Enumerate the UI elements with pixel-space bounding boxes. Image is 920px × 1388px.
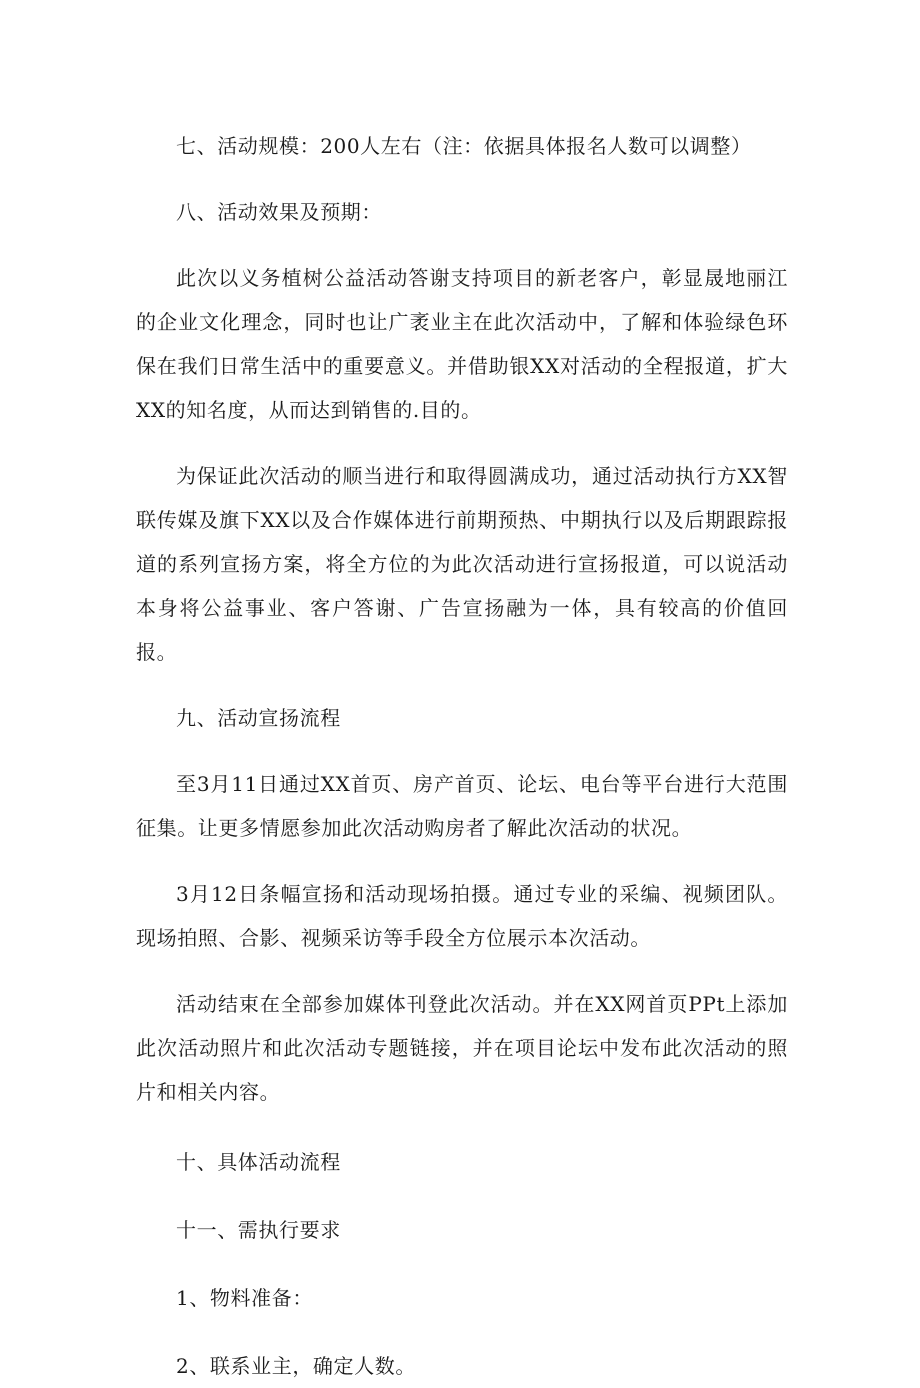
paragraph-publicity-plan: 为保证此次活动的顺当进行和取得圆满成功，通过活动执行方XX智联传媒及旗下XX以及合作媒体进行前期预热、中期执行以及后期跟踪报道的系列宣扬方案，将全方位的为此次活动进行宣扬报道，可以说活动本身将公益事业、客户答谢、广告宣扬融为一体，具有较高的价值回报。 [136,464,788,664]
heading-effects-expectations: 八、活动效果及预期： [176,200,382,224]
list-item-materials: 1、物料准备： [176,1286,313,1310]
paragraph-effects: 此次以义务植树公益活动答谢支持项目的新老客户，彰显晟地丽江的企业文化理念，同时也让广袤业主在此次活动中，了解和体验绿色环保在我们日常生活中的重要意义。并借助银XX对活动的全程报道，扩大XX的知名度，从而达到销售的.目的。 [136,266,788,422]
heading-activity-flow: 十、具体活动流程 [176,1150,341,1174]
paragraph-activity-scale: 七、活动规模：200人左右（注：依据具体报名人数可以调整） [176,134,752,158]
heading-publicity-process: 九、活动宣扬流程 [176,706,341,730]
paragraph-march-11: 至3月11日通过XX首页、房产首页、论坛、电台等平台进行大范围征集。让更多情愿参加此次活动购房者了解此次活动的状况。 [136,772,788,840]
list-item-contact-owners: 2、联系业主，确定人数。 [176,1354,416,1378]
paragraph-after-activity: 活动结束在全部参加媒体刊登此次活动。并在XX网首页PPt上添加此次活动照片和此次活动专题链接，并在项目论坛中发布此次活动的照片和相关内容。 [136,992,788,1104]
heading-execution-requirements: 十一、需执行要求 [176,1218,341,1242]
document-body [136,124,788,1388]
paragraph-march-12: 3月12日条幅宣扬和活动现场拍摄。通过专业的采编、视频团队。现场拍照、合影、视频采访等手段全方位展示本次活动。 [136,882,788,950]
